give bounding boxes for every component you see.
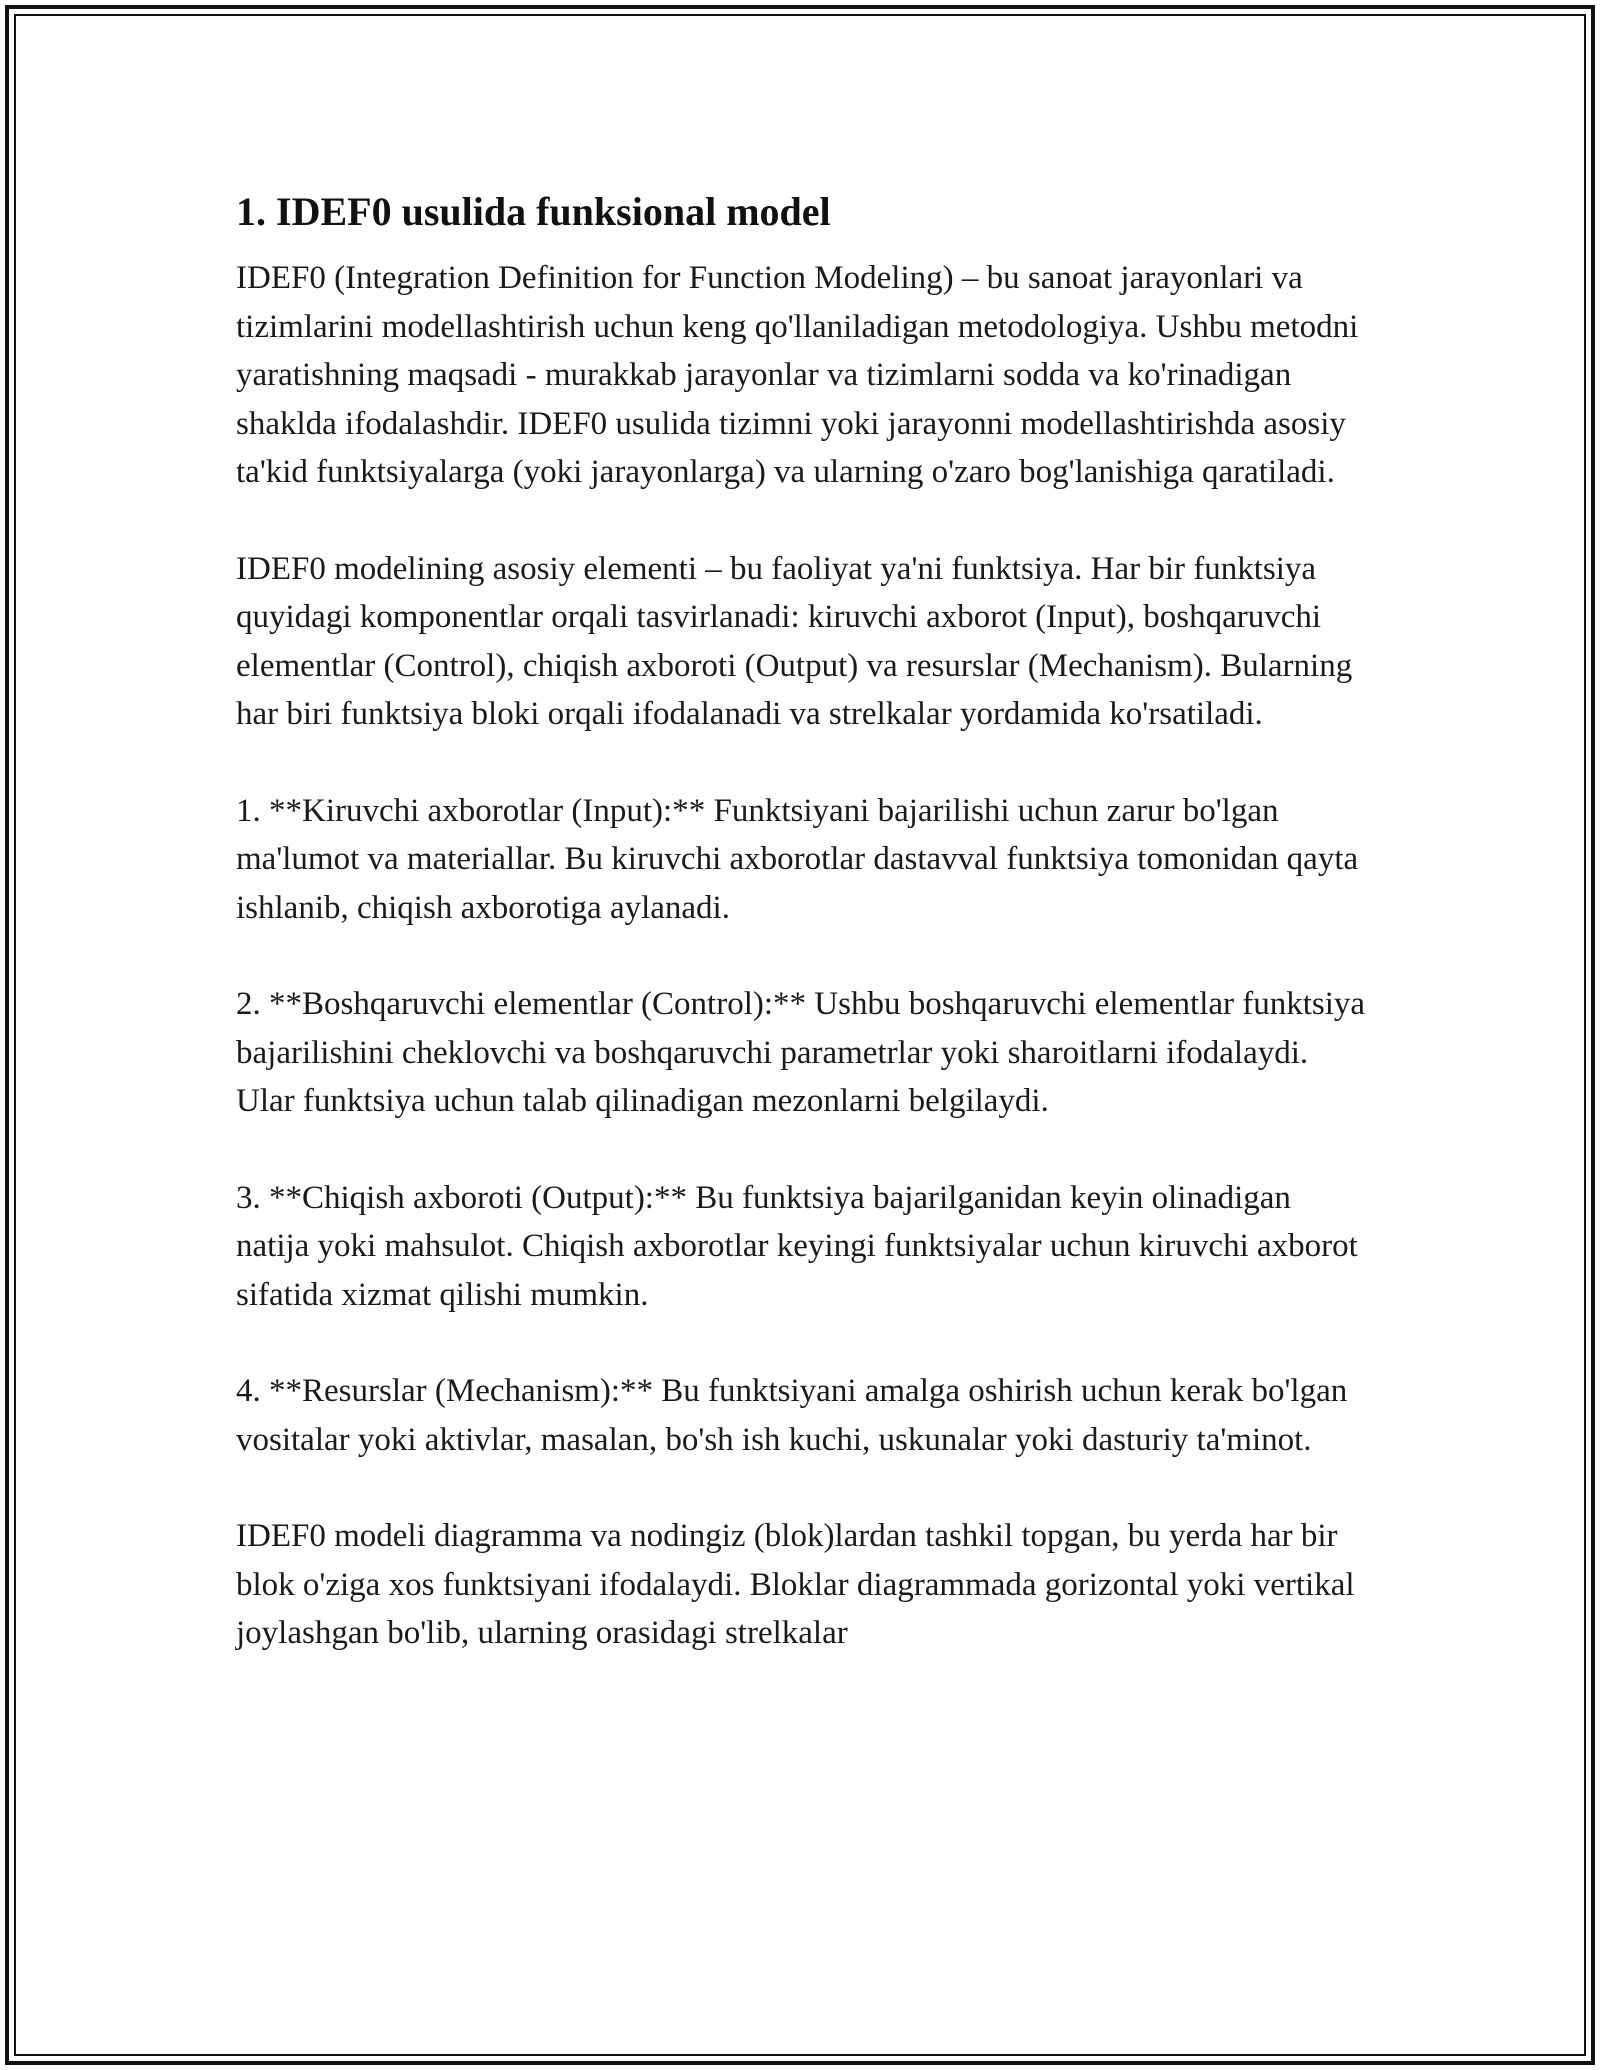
paragraph-control: 2. **Boshqaruvchi elementlar (Control):** Ushbu boshqaruvchi elementlar funktsiya bajarilishini cheklovchi va boshqaruvchi parametrlar yoki sharoitlarni ifodalaydi. Ular funktsiya uchun talab qilinadigan mezonlarni belgilaydi. [236, 986, 1366, 1119]
section-heading: 1. IDEF0 usulida funksional model [236, 189, 831, 234]
document-body [236, 182, 1366, 1658]
paragraph-main-element: IDEF0 modelining asosiy elementi – bu faoliyat ya'ni funktsiya. Har bir funktsiya quyidagi komponentlar orqali tasvirlanadi: kiruvchi axborot (Input), boshqaruvchi elementlar (Control), chiqish axboroti (Output) va resurslar (Mechanism). Bularning har biri funktsiya bloki orqali ifodalanadi va strelkalar yordamida ko'rsatiladi. [236, 550, 1353, 732]
paragraph-input: 1. **Kiruvchi axborotlar (Input):** Funktsiyani bajarilishi uchun zarur bo'lgan ma'lumot va materiallar. Bu kiruvchi axborotlar dastavval funktsiya tomonidan qayta ishlanib, chiqish axborotiga aylanadi. [236, 792, 1359, 926]
paragraph-diagram: IDEF0 modeli diagramma va nodingiz (blok)lardan tashkil topgan, bu yerda har bir blok o'ziga xos funktsiyani ifodalaydi. Bloklar diagrammada gorizontal yoki vertikal joylashgan bo'lib, ularning orasidagi strelkalar [236, 1518, 1355, 1651]
paragraph-output: 3. **Chiqish axboroti (Output):** Bu funktsiya bajarilganidan keyin olinadigan natija yoki mahsulot. Chiqish axborotlar keyingi funktsiyalar uchun kiruvchi axborot sifatida xizmat qilishi mumkin. [236, 1179, 1358, 1313]
paragraph-mechanism: 4. **Resurslar (Mechanism):** Bu funktsiyani amalga oshirish uchun kerak bo'lgan vositalar yoki aktivlar, masalan, bo'sh ish kuchi, uskunalar yoki dasturiy ta'minot. [236, 1373, 1348, 1458]
paragraph-intro: IDEF0 (Integration Definition for Function Modeling) – bu sanoat jarayonlari va tizimlarini modellashtirish uchun keng qo'llaniladigan metodologiya. Ushbu metodni yaratishning maqsadi - murakkab jarayonlar va tizimlarni sodda va ko'rinadigan shaklda ifodalashdir. IDEF0 usulida tizimni yoki jarayonni modellashtirishda asosiy ta'kid funktsiyalarga (yoki jarayonlarga) va ularning o'zaro bog'lanishiga qaratiladi. [236, 260, 1359, 490]
